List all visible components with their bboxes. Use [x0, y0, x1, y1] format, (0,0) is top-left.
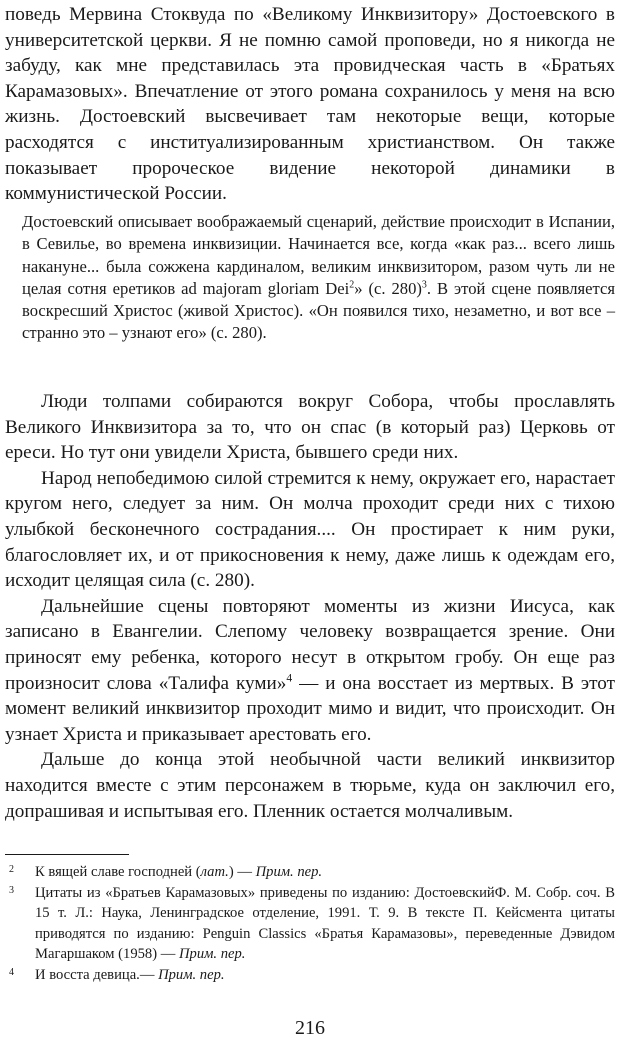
paragraph-people: Народ непобедимою силой стремится к нему, окружает его, нарастает кругом него, следует за ним. Он молча проходит среди них с тихою улыбкой бесконечного сострадания.... Он простирает к ним руки, благословляет их, и от прикосновения к нему, даже лишь к одеждам его, исходит целящая сила (с. 280).: [5, 467, 615, 592]
footnote-text: ) —: [228, 864, 256, 880]
footnote-number: 3: [9, 884, 14, 896]
footnote-2: [5, 862, 615, 883]
quote-text-part2: » (с. 280): [354, 278, 422, 298]
paragraph-prison: Дальше до конца этой необычной части великий инквизитор находится вместе с этим персонажем в тюрьме, куда он заключил его, допрашивая и испытывая его. Пленник остается молчаливым.: [5, 749, 615, 822]
footnote-text: И восста девица.—: [35, 966, 159, 983]
paragraph-talifa-part1: Дальнейшие сцены повторяют моменты из жизни Иисуса, как записано в Евангелии. Слепому человеку возвращается зрение. Они приносят ему ребенка, которого несут в открытом гробу. Он еще раз произносит слова «Талифа куми»: [5, 595, 615, 694]
footnote-3: [5, 883, 615, 965]
page-number: 216: [295, 1017, 325, 1039]
footnote-italic: Прим. пер.: [158, 966, 225, 983]
footnote-text: Цитаты из «Братьев Карамазовых» приведены по изданию: ДостоевскийФ. М. Собр. соч. В 15 т. Л.: Наука, Ленинградское отделение, 1991. Т. 9. В тексте П. Кейсмента цитаты приводятся по изданию: Penguin Classics «Братья Карамазовы», переведенные Дэвидом Магаршаком (1958) —: [35, 884, 615, 963]
body-paragraphs: [5, 389, 615, 824]
footnote-ref-3: 3: [421, 279, 427, 291]
footnote-italic: Прим. пер.: [178, 946, 246, 963]
paragraph-talifa-part2: — и она восстает из мертвых. В этот момент великий инквизитор проходит мимо и видит, что происходит. Он узнает Христа и приказывает арестовать его.: [5, 672, 616, 745]
intro-paragraph: поведь Мервина Стоквуда по «Великому Инквизитору» Достоевского в университетской церкви. Я не помню самой проповеди, но я никогда не забуду, как мне представилась эта провидческая часть в «Братьях Карамазовых». Впечатление от этого романа сохранилось у меня на всю жизнь. Достоевский высвечивает там некоторые вещи, которые расходятся с институализированным христианством. Он также показывает пророческое видение некоторой динамики в коммунистической России.: [5, 4, 615, 205]
footnote-number: 2: [9, 864, 14, 875]
paragraph-crowd: Люди толпами собираются вокруг Собора, чтобы прославлять Великого Инквизитора за то, что он спас (в который раз) Церковь от ереси. Но тут они увидели Христа, бывшего среди них.: [5, 391, 615, 464]
footnote-divider: [5, 854, 129, 855]
block-quote: [22, 211, 615, 345]
footnote-number: 4: [9, 966, 14, 978]
footnote-italic: лат.: [200, 864, 229, 880]
quote-paragraph: [22, 211, 615, 345]
quote-text-part3: . В этой сцене появляется воскресший Христос (живой Христос). «Он появился тихо, незаметно, и вот все – странно это – узнают его» (с. 280).: [22, 278, 615, 343]
footnote-4: [5, 965, 615, 986]
paragraph-talifa: [5, 594, 615, 748]
intro-paragraph-block: [5, 2, 615, 207]
footnotes: [5, 862, 615, 986]
footnote-text: К вящей славе господней (: [35, 864, 201, 880]
quote-text-part1: Достоевский описывает воображаемый сценарий, действие происходит в Испании, в Севилье, во времена инквизиции. Начинается все, когда «как раз... всего лишь накануне... была сожжена кардиналом, великим инквизитором, разом чуть ли не целая сотня еретиков ad majoram gloriam Dei: [22, 212, 615, 298]
footnote-italic: Прим. пер.: [255, 864, 323, 880]
footnote-ref-4: 4: [286, 672, 293, 685]
footnote-ref-2: 2: [349, 279, 355, 291]
